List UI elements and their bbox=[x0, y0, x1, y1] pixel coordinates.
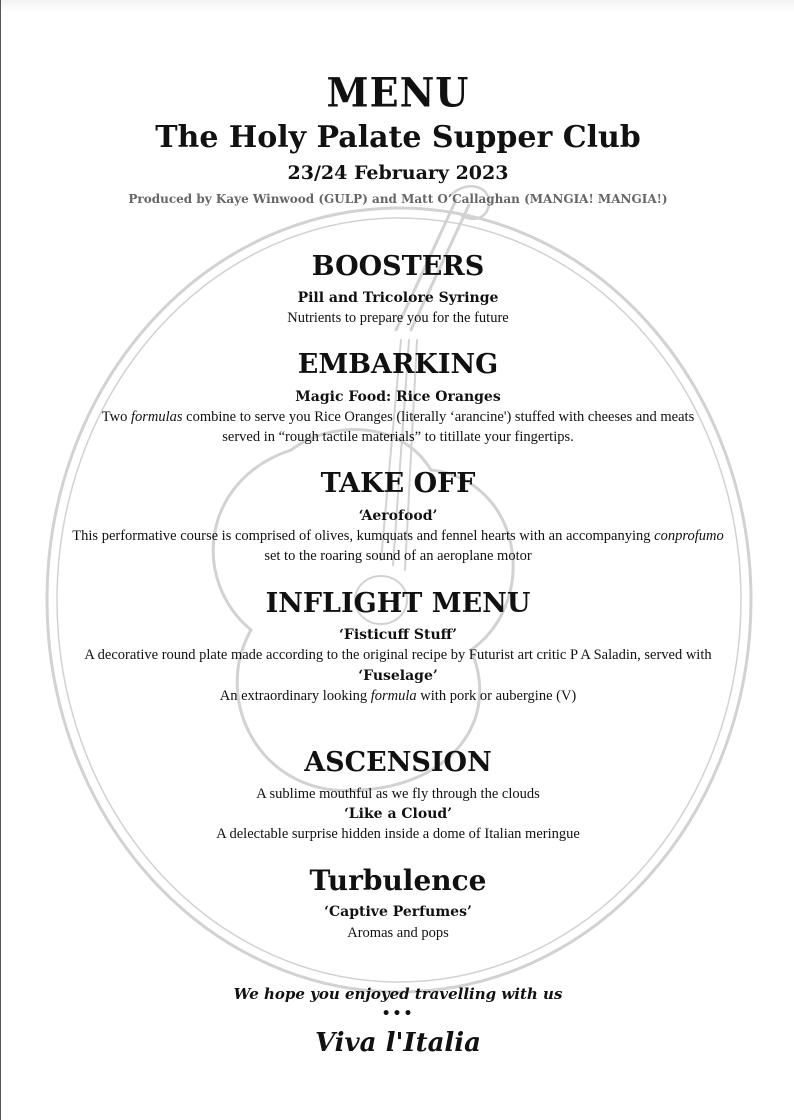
club-name: The Holy Palate Supper Club bbox=[155, 120, 641, 155]
producers-credit: Produced by Kaye Winwood (GULP) and Matt O’Callaghan (MANGIA! MANGIA!) bbox=[128, 192, 668, 206]
dish-desc-turbulence: Aromas and pops bbox=[347, 925, 449, 941]
dish-desc-like-a-cloud: A delectable surprise hidden inside a dome of Italian meringue bbox=[216, 826, 580, 842]
closing-slogan: Viva l'Italia bbox=[314, 1028, 482, 1058]
section-title-inflight: INFLIGHT MENU bbox=[265, 588, 531, 619]
dish-name-rice-oranges: Magic Food: Rice Oranges bbox=[295, 389, 501, 405]
dish-name-fuselage: ‘Fuselage’ bbox=[358, 668, 438, 684]
dish-name-pill-syringe: Pill and Tricolore Syringe bbox=[297, 290, 499, 306]
dish-name-captive-perfumes: ‘Captive Perfumes’ bbox=[324, 904, 472, 920]
section-title-ascension: ASCENSION bbox=[304, 747, 492, 778]
dish-desc-boosters: Nutrients to prepare you for the future bbox=[287, 310, 509, 326]
dish-desc-takeoff-line2: set to the roaring sound of an aeroplane motor bbox=[264, 548, 532, 564]
dish-name-fisticuff-stuff: ‘Fisticuff Stuff’ bbox=[339, 627, 457, 643]
section-title-boosters: BOOSTERS bbox=[311, 251, 485, 282]
section-title-turbulence: Turbulence bbox=[309, 864, 487, 897]
section-title-embarking: EMBARKING bbox=[297, 349, 499, 380]
dish-desc-fuselage: An extraordinary looking formula with pork or aubergine (V) bbox=[219, 688, 577, 704]
dish-desc-ascension-intro: A sublime mouthful as we fly through the clouds bbox=[256, 786, 540, 802]
event-date: 23/24 February 2023 bbox=[287, 162, 509, 184]
closing-message: We hope you enjoyed travelling with us bbox=[233, 985, 563, 1003]
menu-title: MENU bbox=[326, 68, 470, 117]
dish-name-aerofood: ‘Aerofood’ bbox=[358, 508, 438, 524]
dish-desc-embarking-line2: served in “rough tactile materials” to titillate your fingertips. bbox=[222, 429, 574, 445]
section-title-takeoff: TAKE OFF bbox=[320, 468, 476, 499]
dish-desc-fisticuff: A decorative round plate made according to the original recipe by Futurist art critic P A Saladin, served with bbox=[84, 647, 712, 663]
dot-divider: ••• bbox=[381, 1006, 415, 1022]
dish-desc-embarking-line1: Two formulas combine to serve you Rice Oranges (literally ‘arancine') stuffed with cheeses and meats bbox=[101, 409, 695, 425]
dish-desc-takeoff-line1: This performative course is comprised of olives, kumquats and fennel hearts with an accompanying conprofumo bbox=[72, 528, 724, 544]
dish-name-like-a-cloud: ‘Like a Cloud’ bbox=[343, 806, 453, 822]
